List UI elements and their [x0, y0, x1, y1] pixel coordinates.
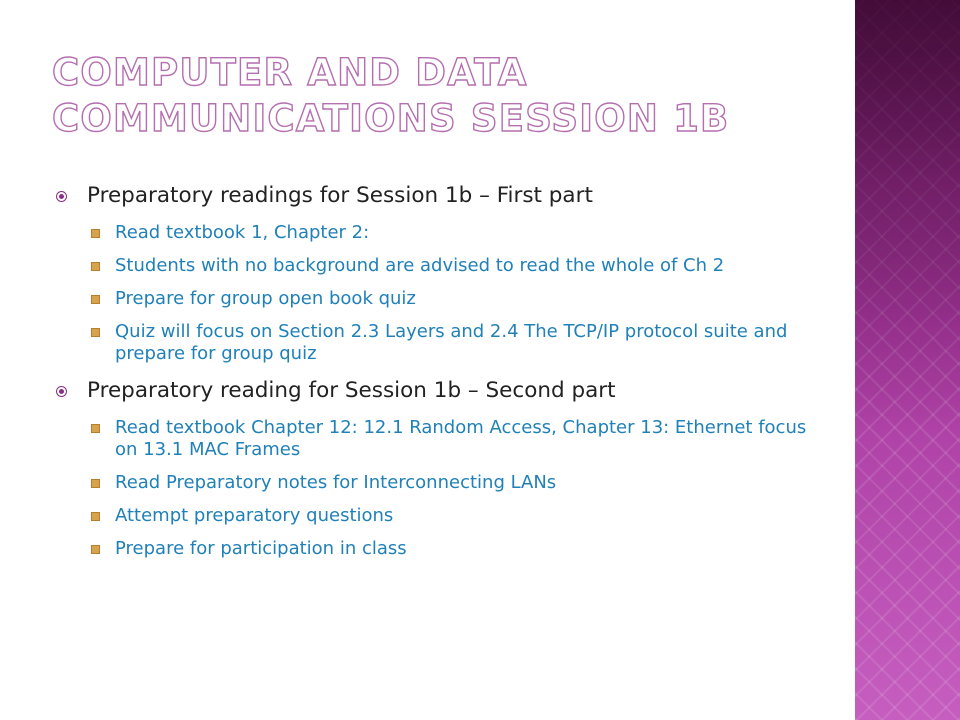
square-bullet-icon [91, 512, 100, 521]
section-heading-text: Preparatory readings for Session 1b – First part [87, 183, 593, 208]
list-item [91, 505, 816, 527]
list-item [91, 538, 816, 560]
section-heading-1 [56, 182, 816, 210]
list-item [91, 222, 816, 244]
list-item [91, 417, 816, 461]
list-item-text: Prepare for participation in class [115, 538, 407, 559]
list-item [91, 255, 816, 277]
square-bullet-icon [91, 545, 100, 554]
square-bullet-icon [91, 229, 100, 238]
square-bullet-icon [91, 328, 100, 337]
list-item-text: Read Preparatory notes for Interconnecting LANs [115, 472, 557, 493]
circle-bullet-icon [56, 191, 67, 202]
list-item [91, 472, 816, 494]
list-item-text: Quiz will focus on Section 2.3 Layers and 2.4 The TCP/IP protocol suite and prepare for group quiz [115, 321, 788, 364]
list-item [91, 321, 816, 365]
section-heading-2 [56, 377, 816, 405]
list-item [91, 288, 816, 310]
square-bullet-icon [91, 424, 100, 433]
list-item-text: Prepare for group open book quiz [115, 288, 416, 309]
circle-bullet-icon [56, 386, 67, 397]
square-bullet-icon [91, 262, 100, 271]
list-item-text: Read textbook Chapter 12: 12.1 Random Access, Chapter 13: Ethernet focus on 13.1 MAC Frames [115, 417, 807, 460]
list-item-text: Students with no background are advised to read the whole of Ch 2 [115, 255, 725, 276]
list-item-text: Attempt preparatory questions [115, 505, 394, 526]
square-bullet-icon [91, 479, 100, 488]
square-bullet-icon [91, 295, 100, 304]
list-item-text: Read textbook 1, Chapter 2: [115, 222, 370, 243]
bullet-list [56, 174, 816, 560]
decorative-side-panel [855, 0, 960, 720]
section-heading-text: Preparatory reading for Session 1b – Second part [87, 378, 616, 403]
slide-title: COMPUTER AND DATA COMMUNICATIONS SESSION 1B [52, 51, 730, 140]
